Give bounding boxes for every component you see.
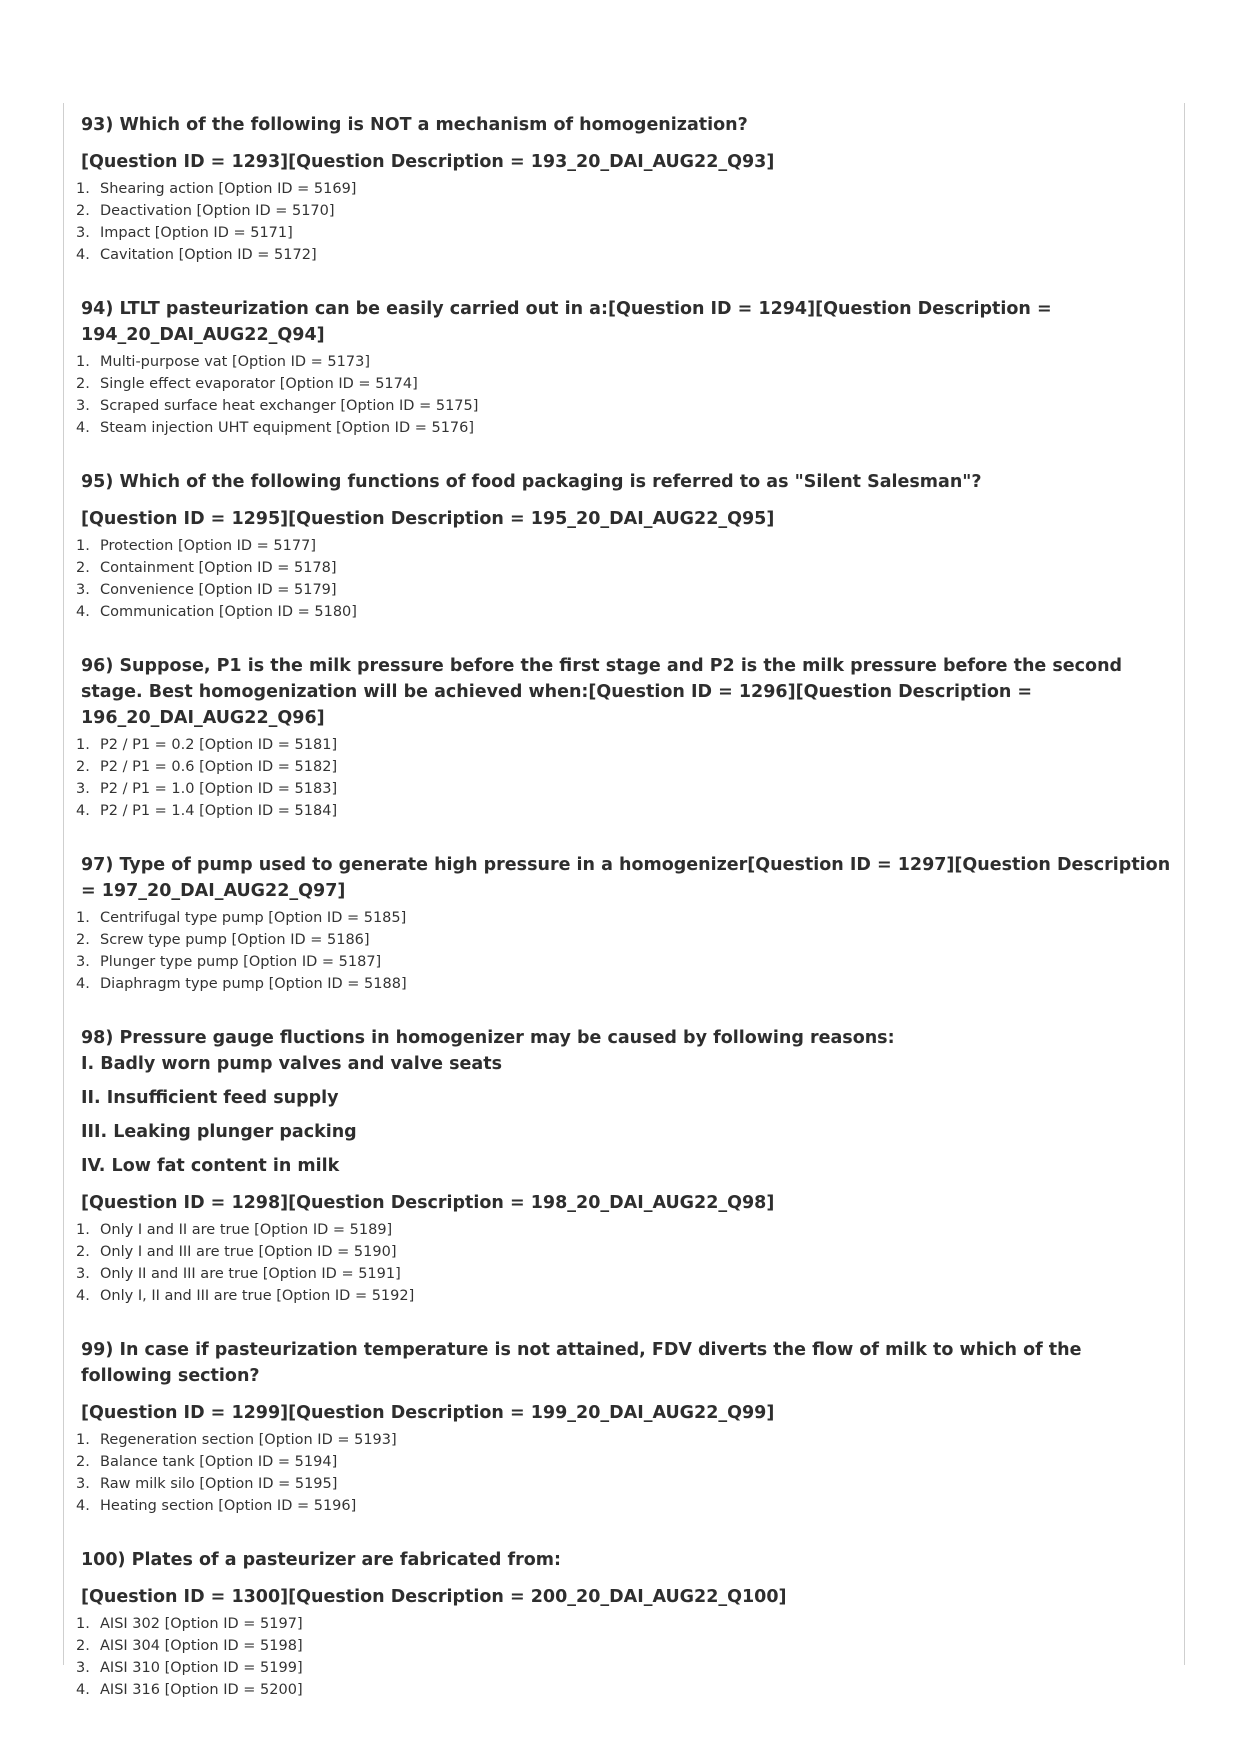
option-item: [76, 1473, 1176, 1495]
question-text: 96) Suppose, P1 is the milk pressure before the first stage and P2 is the milk pressure before the second stage. Best homogenization will be achieved when:[Question ID = 1296][Question Description = 196_20_DAI_AUG22_Q96]: [81, 656, 1123, 728]
option-text: Cavitation [Option ID = 5172]: [100, 247, 317, 263]
options-list: [76, 178, 1176, 266]
option-text: Screw type pump [Option ID = 5186]: [100, 932, 370, 948]
question-reference: [Question ID = 1295][Question Description = 195_20_DAI_AUG22_Q95]: [81, 509, 775, 529]
option-item: [76, 1429, 1176, 1451]
option-item: [76, 929, 1176, 951]
question-93: [76, 112, 1176, 266]
option-text: P2 / P1 = 1.4 [Option ID = 5184]: [100, 803, 338, 819]
option-number: 2.: [76, 560, 90, 576]
option-text: Diaphragm type pump [Option ID = 5188]: [100, 976, 407, 992]
option-text: Impact [Option ID = 5171]: [100, 225, 293, 241]
option-item: [76, 907, 1176, 929]
option-item: [76, 200, 1176, 222]
option-text: Deactivation [Option ID = 5170]: [100, 203, 335, 219]
option-text: Single effect evaporator [Option ID = 5174]: [100, 376, 418, 392]
options-list: [76, 535, 1176, 623]
option-number: 1.: [76, 1432, 90, 1448]
option-item: [76, 535, 1176, 557]
question-text: 94) LTLT pasteurization can be easily carried out in a:[Question ID = 1294][Question Description = 194_20_DAI_AUG22_Q94]: [81, 299, 1052, 345]
question-100: [76, 1547, 1176, 1701]
option-number: 3.: [76, 954, 90, 970]
option-number: 2.: [76, 1454, 90, 1470]
question-text: 95) Which of the following functions of food packaging is referred to as "Silent Salesman"?: [81, 472, 982, 492]
option-item: [76, 373, 1176, 395]
option-number: 1.: [76, 1616, 90, 1632]
options-list: [76, 734, 1176, 822]
question-96: [76, 653, 1176, 822]
option-text: Only II and III are true [Option ID = 5191]: [100, 1266, 401, 1282]
option-text: Communication [Option ID = 5180]: [100, 604, 357, 620]
option-number: 4.: [76, 420, 90, 436]
option-text: Raw milk silo [Option ID = 5195]: [100, 1476, 338, 1492]
question-reference: [Question ID = 1299][Question Description = 199_20_DAI_AUG22_Q99]: [81, 1403, 775, 1423]
option-number: 3.: [76, 1476, 90, 1492]
option-number: 1.: [76, 1222, 90, 1238]
question-text: 93) Which of the following is NOT a mechanism of homogenization?: [81, 115, 748, 135]
question-97: [76, 852, 1176, 995]
option-item: [76, 351, 1176, 373]
question-95: [76, 469, 1176, 623]
question-reference: [Question ID = 1298][Question Description = 198_20_DAI_AUG22_Q98]: [81, 1193, 775, 1213]
question-text: 97) Type of pump used to generate high pressure in a homogenizer[Question ID = 1297][Question Description = 197_20_DAI_AUG22_Q97]: [81, 855, 1171, 901]
question-text: 98) Pressure gauge fluctions in homogenizer may be caused by following reasons:: [81, 1028, 895, 1048]
option-item: [76, 1219, 1176, 1241]
option-number: 3.: [76, 225, 90, 241]
options-list: [76, 1429, 1176, 1517]
option-number: 1.: [76, 910, 90, 926]
option-number: 3.: [76, 582, 90, 598]
option-item: [76, 1613, 1176, 1635]
options-list: [76, 1219, 1176, 1307]
option-number: 4.: [76, 247, 90, 263]
option-number: 3.: [76, 781, 90, 797]
option-item: [76, 756, 1176, 778]
option-item: [76, 1285, 1176, 1307]
option-number: 1.: [76, 737, 90, 753]
option-item: [76, 178, 1176, 200]
option-number: 4.: [76, 976, 90, 992]
statement-2: II. Insufficient feed supply: [81, 1088, 339, 1108]
option-number: 4.: [76, 803, 90, 819]
option-item: [76, 973, 1176, 995]
option-text: AISI 304 [Option ID = 5198]: [100, 1638, 303, 1654]
option-text: AISI 310 [Option ID = 5199]: [100, 1660, 303, 1676]
option-item: [76, 579, 1176, 601]
option-text: Multi-purpose vat [Option ID = 5173]: [100, 354, 370, 370]
option-item: [76, 601, 1176, 623]
statement-3: III. Leaking plunger packing: [81, 1122, 357, 1142]
question-reference: [Question ID = 1293][Question Description = 193_20_DAI_AUG22_Q93]: [81, 152, 775, 172]
option-item: [76, 1451, 1176, 1473]
option-text: P2 / P1 = 0.2 [Option ID = 5181]: [100, 737, 338, 753]
options-list: [76, 1613, 1176, 1701]
option-item: [76, 800, 1176, 822]
option-text: Only I and III are true [Option ID = 5190]: [100, 1244, 397, 1260]
option-item: [76, 1495, 1176, 1517]
option-number: 4.: [76, 604, 90, 620]
option-text: P2 / P1 = 1.0 [Option ID = 5183]: [100, 781, 338, 797]
option-item: [76, 244, 1176, 266]
option-item: [76, 734, 1176, 756]
statement-4: IV. Low fat content in milk: [81, 1156, 340, 1176]
option-text: Regeneration section [Option ID = 5193]: [100, 1432, 397, 1448]
option-number: 1.: [76, 538, 90, 554]
option-text: Plunger type pump [Option ID = 5187]: [100, 954, 382, 970]
option-item: [76, 1679, 1176, 1701]
option-text: Only I, II and III are true [Option ID = 5192]: [100, 1288, 415, 1304]
option-text: Centrifugal type pump [Option ID = 5185]: [100, 910, 407, 926]
option-number: 4.: [76, 1288, 90, 1304]
options-list: [76, 907, 1176, 995]
option-text: Heating section [Option ID = 5196]: [100, 1498, 357, 1514]
option-item: [76, 1241, 1176, 1263]
statement-1: I. Badly worn pump valves and valve seats: [81, 1054, 502, 1074]
option-text: Balance tank [Option ID = 5194]: [100, 1454, 338, 1470]
question-text: 99) In case if pasteurization temperature is not attained, FDV diverts the flow of milk to which of the following section?: [81, 1340, 1082, 1386]
question-98: [76, 1025, 1176, 1307]
question-text: 100) Plates of a pasteurizer are fabricated from:: [81, 1550, 561, 1570]
option-number: 2.: [76, 376, 90, 392]
option-text: Protection [Option ID = 5177]: [100, 538, 316, 554]
option-number: 3.: [76, 398, 90, 414]
option-item: [76, 557, 1176, 579]
option-item: [76, 395, 1176, 417]
option-item: [76, 951, 1176, 973]
option-text: Containment [Option ID = 5178]: [100, 560, 337, 576]
option-number: 2.: [76, 1244, 90, 1260]
option-text: AISI 302 [Option ID = 5197]: [100, 1616, 303, 1632]
question-list: [76, 112, 1176, 1731]
option-number: 3.: [76, 1660, 90, 1676]
option-number: 1.: [76, 354, 90, 370]
option-number: 3.: [76, 1266, 90, 1282]
option-number: 2.: [76, 932, 90, 948]
option-number: 4.: [76, 1498, 90, 1514]
options-list: [76, 351, 1176, 439]
option-item: [76, 222, 1176, 244]
option-number: 1.: [76, 181, 90, 197]
option-text: Shearing action [Option ID = 5169]: [100, 181, 357, 197]
question-reference: [Question ID = 1300][Question Description = 200_20_DAI_AUG22_Q100]: [81, 1587, 787, 1607]
option-item: [76, 417, 1176, 439]
option-item: [76, 1657, 1176, 1679]
option-item: [76, 778, 1176, 800]
option-text: Only I and II are true [Option ID = 5189]: [100, 1222, 393, 1238]
option-text: Steam injection UHT equipment [Option ID = 5176]: [100, 420, 475, 436]
option-text: Scraped surface heat exchanger [Option ID = 5175]: [100, 398, 479, 414]
option-number: 4.: [76, 1682, 90, 1698]
question-99: [76, 1337, 1176, 1517]
option-number: 2.: [76, 759, 90, 775]
option-text: Convenience [Option ID = 5179]: [100, 582, 337, 598]
question-94: [76, 296, 1176, 439]
option-item: [76, 1263, 1176, 1285]
option-number: 2.: [76, 1638, 90, 1654]
option-number: 2.: [76, 203, 90, 219]
option-text: AISI 316 [Option ID = 5200]: [100, 1682, 303, 1698]
option-item: [76, 1635, 1176, 1657]
option-text: P2 / P1 = 0.6 [Option ID = 5182]: [100, 759, 338, 775]
